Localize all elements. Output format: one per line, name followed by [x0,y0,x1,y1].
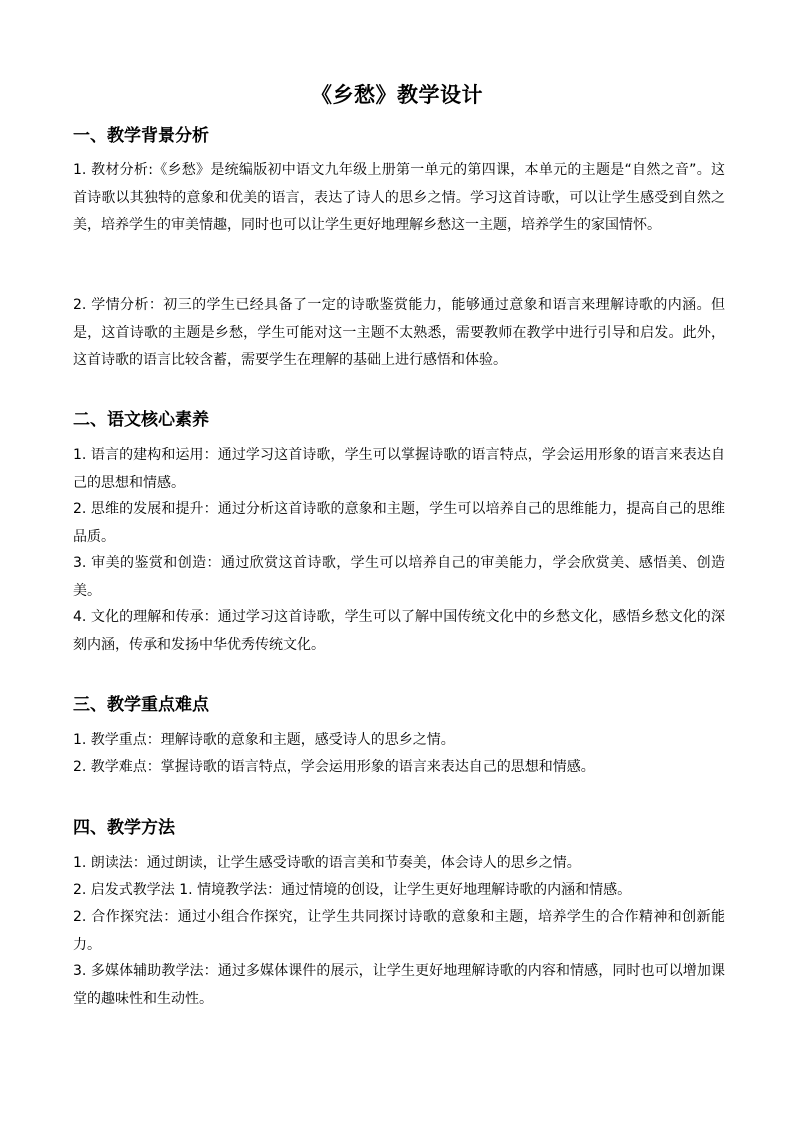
list-item-language: 1. 语言的建构和运用：通过学习这首诗歌，学生可以掌握诗歌的语言特点，学会运用形象的语言来表达自己的思想和情感。 [73,447,725,491]
list-item-reading-method: 1. 朗读法：通过朗读，让学生感受诗歌的语言美和节奏美，体会诗人的思乡之情。 [73,855,581,871]
list-item-difficult-point: 2. 教学难点：掌握诗歌的语言特点，学会运用形象的语言来表达自己的思想和情感。 [73,759,595,775]
paragraph-textbook-analysis: 1. 教材分析:《乡愁》是统编版初中语文九年级上册第一单元的第四课，本单元的主题是“自然之音”。这首诗歌以其独特的意象和优美的语言，表达了诗人的思乡之情。学习这首诗歌，可以让学生感受到自然之美，培养学生的审美情趣，同时也可以让学生更好地理解乡愁这一主题，培养学生的家国情怀。 [73,162,725,233]
section-heading-core-literacy: 二、语文核心素养 [73,410,209,430]
list-item-heuristic-method: 2. 启发式教学法 1. 情境教学法：通过情境的创设，让学生更好地理解诗歌的内涵和情感。 [73,882,632,898]
list-item-multimedia-method: 3. 多媒体辅助教学法：通过多媒体课件的展示，让学生更好地理解诗歌的内容和情感，同时也可以增加课堂的趣味性和生动性。 [73,963,725,1007]
document-title: 《乡愁》教学设计 [311,83,483,107]
section-heading-key-points: 三、教学重点难点 [73,695,209,715]
list-item-culture: 4. 文化的理解和传承：通过学习这首诗歌，学生可以了解中国传统文化中的乡愁文化，感悟乡愁文化的深刻内涵，传承和发扬中华优秀传统文化。 [73,609,725,653]
list-item-key-point: 1. 教学重点：理解诗歌的意象和主题，感受诗人的思乡之情。 [73,732,455,748]
list-item-thinking: 2. 思维的发展和提升：通过分析这首诗歌的意象和主题，学生可以培养自己的思维能力，提高自己的思维品质。 [73,501,725,545]
section-heading-teaching-methods: 四、教学方法 [73,818,175,838]
paragraph-student-analysis: 2. 学情分析：初三的学生已经具备了一定的诗歌鉴赏能力，能够通过意象和语言来理解诗歌的内涵。但是，这首诗歌的主题是乡愁，学生可能对这一主题不太熟悉，需要教师在教学中进行引导和启发。此外，这首诗歌的语言比较含蓄，需要学生在理解的基础上进行感悟和体验。 [73,297,725,368]
list-item-cooperative-method: 2. 合作探究法：通过小组合作探究，让学生共同探讨诗歌的意象和主题，培养学生的合作精神和创新能力。 [73,909,725,953]
list-item-aesthetics: 3. 审美的鉴赏和创造：通过欣赏这首诗歌，学生可以培养自己的审美能力，学会欣赏美、感悟美、创造美。 [73,555,725,599]
section-heading-background-analysis: 一、教学背景分析 [73,126,209,146]
